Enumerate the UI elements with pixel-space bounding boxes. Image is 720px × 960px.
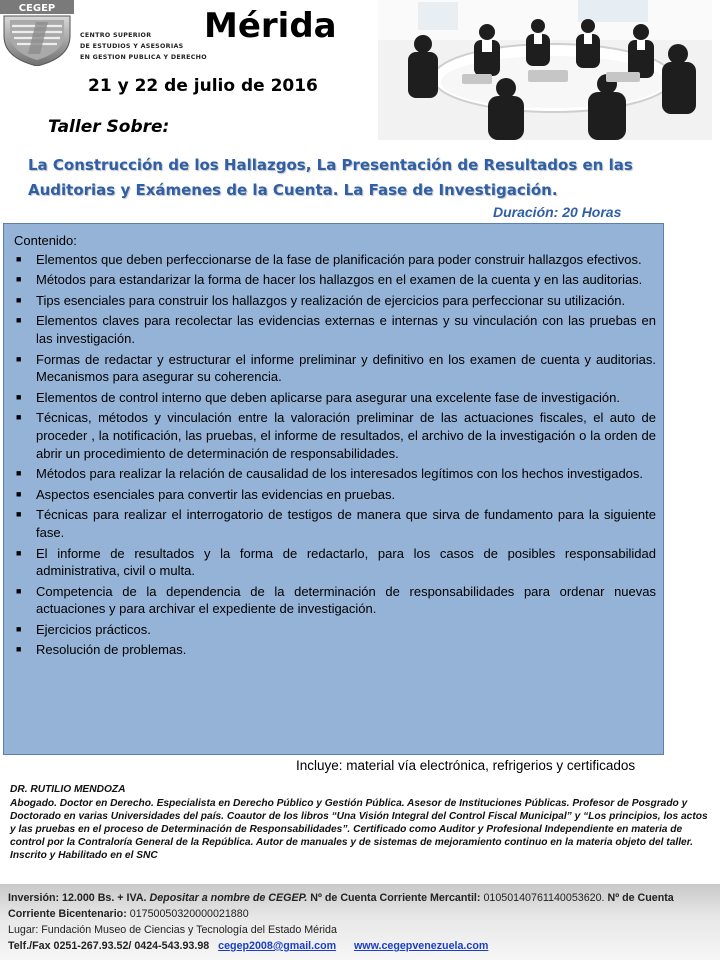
- content-box: [3, 223, 664, 755]
- bullet-icon: ■: [16, 391, 22, 402]
- content-item-text: El informe de resultados y la forma de redactarlo, para los casos de posibles responsabilidad administrativa, civil o multa.: [36, 545, 656, 579]
- org-line-1: CENTRO SUPERIOR: [80, 32, 152, 39]
- footer-line-1: [8, 890, 714, 906]
- bullet-icon: ■: [16, 488, 22, 499]
- bullet-icon: ■: [16, 253, 22, 264]
- bullet-icon: ■: [16, 274, 22, 285]
- content-item: [14, 251, 656, 269]
- taller-label: Taller Sobre:: [48, 117, 170, 137]
- instructor-bio: [10, 783, 710, 862]
- course-title: [28, 153, 678, 203]
- mercantil-number: 01050140761140053620.: [483, 892, 605, 904]
- content-item-text: Ejercicios prácticos.: [36, 621, 151, 637]
- content-item: [14, 506, 656, 541]
- content-list: [14, 251, 656, 659]
- logo-wordmark: CEGEP: [18, 3, 56, 14]
- mercantil-label: Nº de Cuenta Corriente Mercantil:: [310, 892, 481, 904]
- org-line-2: DE ESTUDIOS Y ASESORIAS: [80, 43, 184, 50]
- deposit-text: Depositar a nombre de CEGEP.: [149, 892, 308, 904]
- footer-info: [8, 890, 714, 954]
- content-item: [14, 545, 656, 580]
- content-item-text: Métodos para estandarizar la forma de hacer los hallazgos en el examen de la cuenta y en las auditorias.: [36, 272, 643, 288]
- content-item-text: Competencia de la dependencia de la determinación de responsabilidades para ordenar nuevas actuaciones y para archivar el expediente de investigación.: [36, 583, 656, 617]
- content-item: [14, 486, 656, 504]
- bullet-icon: ■: [16, 315, 22, 326]
- content-item-text: Aspectos esenciales para convertir las evidencias en pruebas.: [36, 486, 396, 502]
- content-item-text: Elementos que deben perfeccionarse de la fase de planificación para poder construir hallazgos efectivos.: [36, 251, 642, 267]
- cegep-logo: [0, 0, 82, 66]
- bullet-icon: ■: [16, 644, 22, 655]
- content-item: [14, 351, 656, 386]
- instructor-bio-text: Abogado. Doctor en Derecho. Especialista en Derecho Público y Gestión Pública. Asesor de Instituciones Públicas. Profesor de Posgrado y Doctorado en varias Universidades del país. Coautor de los libros “Una Visión Integral del Control Fiscal Municipal” y “Los principios, los actos y las pruebas en el proceso de Determinación de Responsabilidades”. Certificado como Auditor y Profesional Independiente en materia de control por la Contraloría General de la República. Autor de manuales y de sistemas de mejoramiento continuo en la materia objeto del taller. Inscrito y Habilitado en el SNC: [10, 798, 708, 861]
- bicentenario-label-end: Corriente Bicentenario:: [8, 908, 127, 920]
- price: Inversión: 12.000 Bs. + IVA.: [8, 892, 147, 904]
- content-item-text: Métodos para realizar la relación de causalidad de los interesados legítimos con los hechos investigados.: [36, 466, 644, 482]
- content-item: [14, 621, 656, 639]
- includes-note: Incluye: material vía electrónica, refrigerios y certificados: [296, 758, 636, 773]
- city-title: Mérida: [204, 6, 337, 46]
- content-item: [14, 312, 656, 347]
- content-item-text: Resolución de problemas.: [36, 642, 187, 658]
- org-name: [80, 30, 220, 63]
- email-link[interactable]: cegep2008@gmail.com: [218, 940, 337, 952]
- course-title-line-1: La Construcción de los Hallazgos, La Presentación de Resultados en las: [28, 156, 633, 174]
- content-item: [14, 409, 656, 462]
- content-item-text: Elementos de control interno que deben aplicarse para asegurar una excelente fase de investigación.: [36, 389, 620, 405]
- footer-line-4: [8, 938, 714, 954]
- content-item-text: Técnicas, métodos y vinculación entre la valoración preliminar de las actuaciones fiscales, el auto de proceder , la notificación, las pruebas, el informe de resultados, el archivo de la investigación o la orden de abrir un procedimiento de determinación de responsabilidades.: [36, 410, 656, 461]
- course-duration: Duración: 20 Horas: [493, 204, 622, 220]
- bullet-icon: ■: [16, 509, 22, 520]
- content-item: [14, 641, 656, 659]
- website-link[interactable]: www.cegepvenezuela.com: [353, 940, 489, 952]
- content-item-text: Tips esenciales para construir los hallazgos y realización de ejercicios para perfeccionar su utilización.: [36, 292, 626, 308]
- org-line-3: EN GESTION PUBLICA Y DERECHO: [80, 54, 207, 61]
- bullet-icon: ■: [16, 547, 22, 558]
- bullet-icon: ■: [16, 353, 22, 364]
- bicentenario-number: 01750050320000021880: [129, 908, 249, 920]
- instructor-name: DR. RUTILIO MENDOZA: [10, 784, 126, 795]
- bicentenario-label-start: Nº de Cuenta: [607, 892, 674, 904]
- content-heading: Contenido:: [14, 233, 77, 248]
- content-item: [14, 583, 656, 618]
- course-title-line-2: Auditorias y Exámenes de la Cuenta. La Fase de Investigación.: [28, 181, 558, 199]
- event-dates: 21 y 22 de julio de 2016: [88, 76, 318, 96]
- content-item-text: Elementos claves para recolectar las evidencias externas e internas y su vinculación con las pruebas en las investigación.: [36, 313, 656, 346]
- bullet-icon: ■: [16, 585, 22, 596]
- content-item-text: Técnicas para realizar el interrogatorio de testigos de manera que sirva de fundamento para la siguiente fase.: [36, 507, 656, 540]
- content-item: [14, 292, 656, 310]
- content-item-text: Formas de redactar y estructurar el informe preliminar y definitivo en los examen de cuenta y auditorias. Mecanismos para asegurar su coherencia.: [36, 351, 656, 385]
- bullet-icon: ■: [16, 294, 22, 305]
- venue: Lugar: Fundación Museo de Ciencias y Tecnología del Estado Mérida: [8, 924, 337, 936]
- content-item: [14, 465, 656, 483]
- bullet-icon: ■: [16, 412, 22, 423]
- bullet-icon: ■: [16, 468, 22, 479]
- bullet-icon: ■: [16, 623, 22, 634]
- content-item: [14, 271, 656, 289]
- meeting-photo: [378, 0, 712, 140]
- telefax: Telf./Fax 0251-267.93.52/ 0424-543.93.98: [8, 940, 210, 952]
- footer-line-2: [8, 906, 714, 922]
- content-item: [14, 389, 656, 407]
